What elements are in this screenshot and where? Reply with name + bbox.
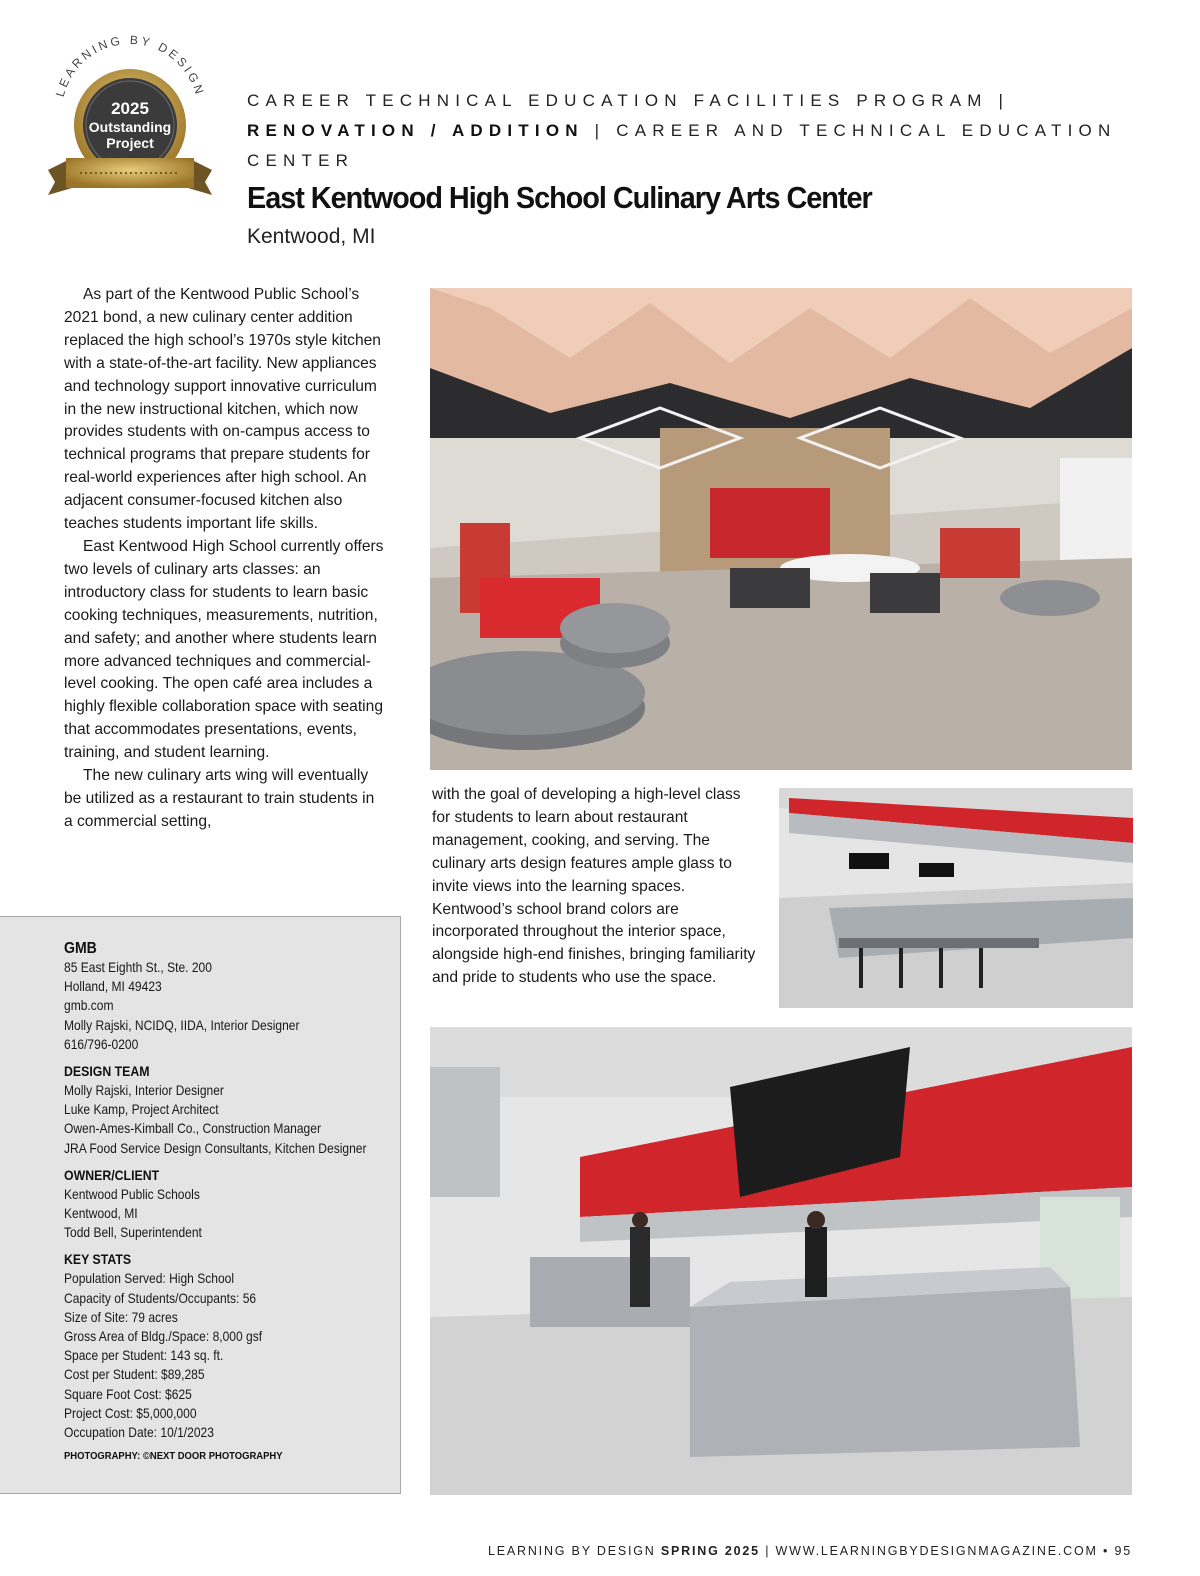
- design-team-member: Owen-Ames-Kimball Co., Construction Manager: [64, 1120, 321, 1137]
- article-column-2: [432, 784, 762, 990]
- page-number: 95: [1114, 1544, 1132, 1558]
- key-stat: Cost per Student: $89,285: [64, 1366, 205, 1383]
- article-paragraph: The new culinary arts wing will eventually be utilized as a restaurant to train students in a commercial setting,: [64, 767, 375, 830]
- badge-year: 2025: [111, 99, 149, 118]
- article-paragraph: with the goal of developing a high-level class for students to learn about restaurant management, cooking, and serving. The culinary arts design features ample glass to invite views into the learning spaces. Kentwood’s school brand colors are incorporated throughout the interior space, alongside high-end finishes, bringing familiarity and pride to students who use the space.: [432, 786, 756, 987]
- firm-block: [64, 939, 400, 1054]
- design-team-heading: DESIGN TEAM: [64, 1063, 150, 1080]
- key-stat: Square Foot Cost: $625: [64, 1385, 192, 1402]
- key-stat: Size of Site: 79 acres: [64, 1308, 178, 1325]
- firm-phone: 616/796-0200: [64, 1035, 139, 1052]
- subcategory-label: CAREER AND TECHNICAL EDUCATION: [616, 121, 1117, 140]
- article-paragraph: As part of the Kentwood Public School’s 2021 bond, a new culinary center addition replaced the high school’s 1970s style kitchen with a state-of-the-art facility. New appliances and technology support innovative curriculum in the new instructional kitchen, which now provides students with on-campus access to technical programs that prepare students for real-world experiences after high school. An adjacent consumer-focused kitchen also teaches students important life skills.: [64, 286, 381, 533]
- footer-issue: SPRING 2025: [660, 1544, 760, 1558]
- key-stats-heading: KEY STATS: [64, 1251, 132, 1268]
- key-stats-block: [64, 1250, 400, 1442]
- article-paragraph: East Kentwood High School currently offers two levels of culinary arts classes: an introductory class for students to learn basic cooking techniques, measurements, nutrition, and safety; and another where students learn more advanced techniques and commercial-level cooking. The open café area includes a highly flexible collaboration space with seating that accommodates presentations, events, training, and student learning.: [64, 537, 384, 762]
- badge-line1: Outstanding: [88, 119, 172, 135]
- design-team-member: Molly Rajski, Interior Designer: [64, 1082, 224, 1099]
- key-stat: Capacity of Students/Occupants: 56: [64, 1289, 257, 1306]
- students-kitchen-photo: [430, 1027, 1132, 1495]
- owner-line: Todd Bell, Superintendent: [64, 1224, 202, 1241]
- cafe-area-photo: [430, 288, 1132, 770]
- category-separator: |: [594, 121, 606, 140]
- firm-address: 85 East Eighth St., Ste. 200: [64, 959, 212, 975]
- key-stat: Occupation Date: 10/1/2023: [64, 1424, 214, 1441]
- photo-credit: PHOTOGRAPHY: ©NEXT DOOR PHOTOGRAPHY: [64, 1450, 283, 1463]
- article-column-1: [64, 284, 384, 834]
- key-stat: Project Cost: $5,000,000: [64, 1404, 197, 1421]
- firm-name: GMB: [64, 940, 97, 957]
- award-badge-icon: [40, 30, 220, 205]
- design-team-member: Luke Kamp, Project Architect: [64, 1101, 219, 1118]
- design-team-member: JRA Food Service Design Consultants, Kitchen Designer: [64, 1139, 367, 1156]
- owner-heading: OWNER/CLIENT: [64, 1166, 160, 1183]
- owner-block: [64, 1166, 400, 1243]
- owner-line: Kentwood Public Schools: [64, 1185, 200, 1202]
- firm-city: Holland, MI 49423: [64, 978, 162, 995]
- project-info-sidebar: [0, 916, 401, 1494]
- footer-separator: |: [765, 1544, 771, 1558]
- category-label: RENOVATION / ADDITION: [247, 121, 584, 140]
- design-team-block: [64, 1062, 400, 1158]
- footer-bullet: •: [1103, 1544, 1110, 1558]
- firm-contact: Molly Rajski, NCIDQ, IIDA, Interior Designer: [64, 1016, 300, 1033]
- footer-magazine: LEARNING BY DESIGN: [487, 1544, 656, 1558]
- footer-url[interactable]: WWW.LEARNINGBYDESIGNMAGAZINE.COM: [775, 1544, 1098, 1558]
- key-stat: Population Served: High School: [64, 1270, 235, 1287]
- program-kicker: [247, 86, 1147, 176]
- key-stat: Space per Student: 143 sq. ft.: [64, 1347, 224, 1364]
- page-title: East Kentwood High School Culinary Arts Center: [247, 180, 872, 215]
- program-name: CAREER TECHNICAL EDUCATION FACILITIES PROGRAM |: [247, 91, 1010, 110]
- instructional-kitchen-photo: [779, 788, 1133, 1008]
- key-stat: Gross Area of Bldg./Space: 8,000 gsf: [64, 1328, 263, 1345]
- page-footer: [488, 1544, 1132, 1558]
- firm-website: gmb.com: [64, 997, 114, 1014]
- subcategory-label-2: CENTER: [247, 151, 355, 170]
- owner-line: Kentwood, MI: [64, 1205, 138, 1222]
- badge-line2: Project: [106, 135, 154, 151]
- badge-arc-text: LEARNING BY DESIGN: [52, 32, 208, 99]
- project-location: Kentwood, MI: [247, 225, 376, 248]
